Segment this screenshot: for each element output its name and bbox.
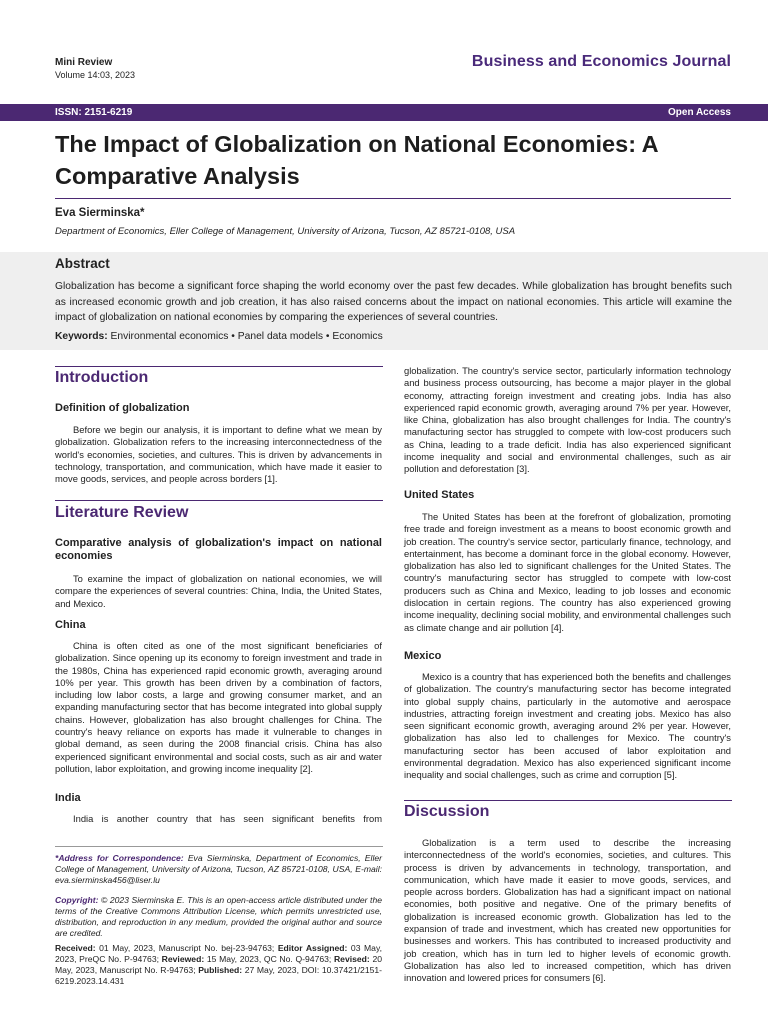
india-text-cont: globalization. The country's service sector, particularly information technology and business process outsourcing, has become a major player in the global economy, attracting foreign investment and creating jobs. India has also experienced rapid economic growth, averaging around 7% per year. However, like China, globalization has also brought challenges for India. The country's manufacturing sector has struggled to compete with low-cost producers such as China, leading to a trade deficit. India has also experienced significant income inequality and social and environmental challenges, such as air pollution and deforestation [3]. [404, 365, 731, 475]
article-title: The Impact of Globalization on National Economies: A Comparative Analysis [55, 131, 658, 189]
footnote-divider [55, 846, 383, 847]
abstract-text: Globalization has become a significant force shaping the world economy over the past few decades. While globalization has brought benefits such as increased economic growth and job creation, it has also raised concerns about the impact on national economies. This article will examine the impact of globalization on national economies by comparing the experiences of several countries. [55, 281, 732, 323]
intro-text: Before we begin our analysis, it is important to define what we mean by globalization. Globalization refers to the increasing interconnectedness of the world's economies, societies, and cultures. This is driven by advancements in technology, transportation, and communication, which have made it easier to move goods, services, and people across borders [1]. [55, 424, 382, 485]
mexico-heading: Mexico [404, 650, 442, 662]
author: Eva Sierminska* [55, 207, 145, 219]
correspondence: *Address for Correspondence: Eva Sierminska, Department of Economics, Eller College of Management, University of Arizona, Tucson, AZ 85721-0108, USA, E-mail: eva.sierminska456@liser.lu [55, 853, 382, 885]
section-divider [55, 366, 383, 367]
keywords [55, 331, 383, 342]
keywords-list: Environmental economics • Panel data models • Economics [110, 331, 383, 342]
india-text-start: India is another country that has seen significant benefits from [73, 813, 382, 824]
us-heading: United States [404, 489, 475, 501]
abstract-heading: Abstract [55, 256, 110, 271]
copyright: Copyright: © 2023 Sierminska E. This is an open-access article distributed under the terms of the Creative Commons Attribution License, which permits unrestricted use, distribution, and reproduction in any medium, provided the original author and source are credited. [55, 895, 383, 938]
intro-subheading: Definition of globalization [55, 402, 190, 414]
issue-info [55, 57, 135, 81]
china-heading: China [55, 619, 86, 631]
china-text: China is often cited as one of the most significant beneficiaries of globalization. Since opening up its economy to foreign investment and trade in the 1980s, China has experienced rapid economic growth, averaging around 10% per year. This growth has been driven by a combination of factors, including low labor costs, a large and growing consumer market, and an expanding manufacturing sector that has become integrated into global supply chains. However, globalization has also brought challenges for China. The country's heavy reliance on exports has made it vulnerable to changes in global demand, as seen during the 2008 financial crisis. China has also experienced significant environmental and social costs, such as air and water pollution, labor exploitation, and growing income inequality [2]. [55, 640, 382, 774]
keywords-label: Keywords: [55, 331, 108, 342]
issn-bar [0, 104, 768, 121]
lit-heading: Literature Review [55, 504, 189, 521]
journal-name: Business and Economics Journal [471, 53, 731, 70]
us-text: The United States has been at the forefront of globalization, promoting free trade and foreign investment as a means to boost economic growth and job creation. The country's service sector, particularly finance, technology, and entertainment, has become a dominant force in the global economy. However, globalization has also led to significant challenges for the United States. The country's manufacturing sector has struggled to compete with low-cost producers such as China and Mexico, leading to job losses and economic dislocation in certain regions. The country has also experienced growing income inequality, declining social mobility, and environmental challenges such as climate change and air pollution [4]. [404, 511, 731, 633]
india-heading: India [55, 792, 81, 804]
discussion-heading: Discussion [404, 803, 490, 820]
article-history: Received: 01 May, 2023, Manuscript No. bej-23-94763; Editor Assigned: 03 May, 2023, PreQC No. P-94763; Reviewed: 15 May, 2023, QC No. Q-94763; Revised: 20 May, 2023, Manuscript No. R-94763; Published: 27 May, 2023, DOI: 10.37421/2151-6219.2023.14.431 [55, 943, 383, 986]
section-divider [404, 800, 732, 801]
discussion-text: Globalization is a term used to describe the increasing interconnectedness of the world's economies, societies, and cultures. This process is driven by advancements in technology, transportation, and communication, which have made it easier to move goods, services, and people across borders. Globalization has had a significant impact on national economies, both positive and negative. One of the primary benefits of globalization is increased economic growth. Globalization has led to the expansion of trade and investment, which has created new opportunities for businesses and workers. This has contributed to increased productivity and job creation, which has in turn led to higher levels of economic growth. Globalization has also led to increased competition, which has driven innovation and lowered prices for consumers [6]. [404, 837, 731, 984]
mexico-text: Mexico is a country that has experienced both the benefits and challenges of globalization. The country's manufacturing sector has become integrated into global supply chains, particularly in the automotive and aerospace industries, attracting foreign investment and creating jobs. Mexico has also seen significant economic growth, averaging around 2% per year. However, globalization has also led to challenges for Mexico. The country's manufacturing sector has been accused of labor exploitation and environmental degradation. Mexico has also experienced significant income inequality and social challenges, such as crime and corruption [5]. [404, 671, 731, 781]
review-type: Mini Review [55, 57, 113, 68]
issn: ISSN: 2151-6219 [55, 107, 133, 118]
title-divider [55, 198, 731, 199]
affiliation: Department of Economics, Eller College of Management, University of Arizona, Tucson, AZ 85721-0108, USA [55, 226, 516, 237]
doi: DOI: 10.37421/2151-6219.2023.14.431 [55, 965, 383, 986]
volume: Volume 14:03, 2023 [55, 70, 136, 80]
lit-subheading: Comparative analysis of globalization's impact on national economies [55, 537, 382, 562]
open-access-label: Open Access [668, 107, 731, 118]
section-divider [55, 500, 383, 501]
lit-text: To examine the impact of globalization on national economies, we will compare the experiences of several countries: China, India, the United States, and Mexico. [55, 573, 382, 609]
intro-heading: Introduction [55, 369, 149, 386]
